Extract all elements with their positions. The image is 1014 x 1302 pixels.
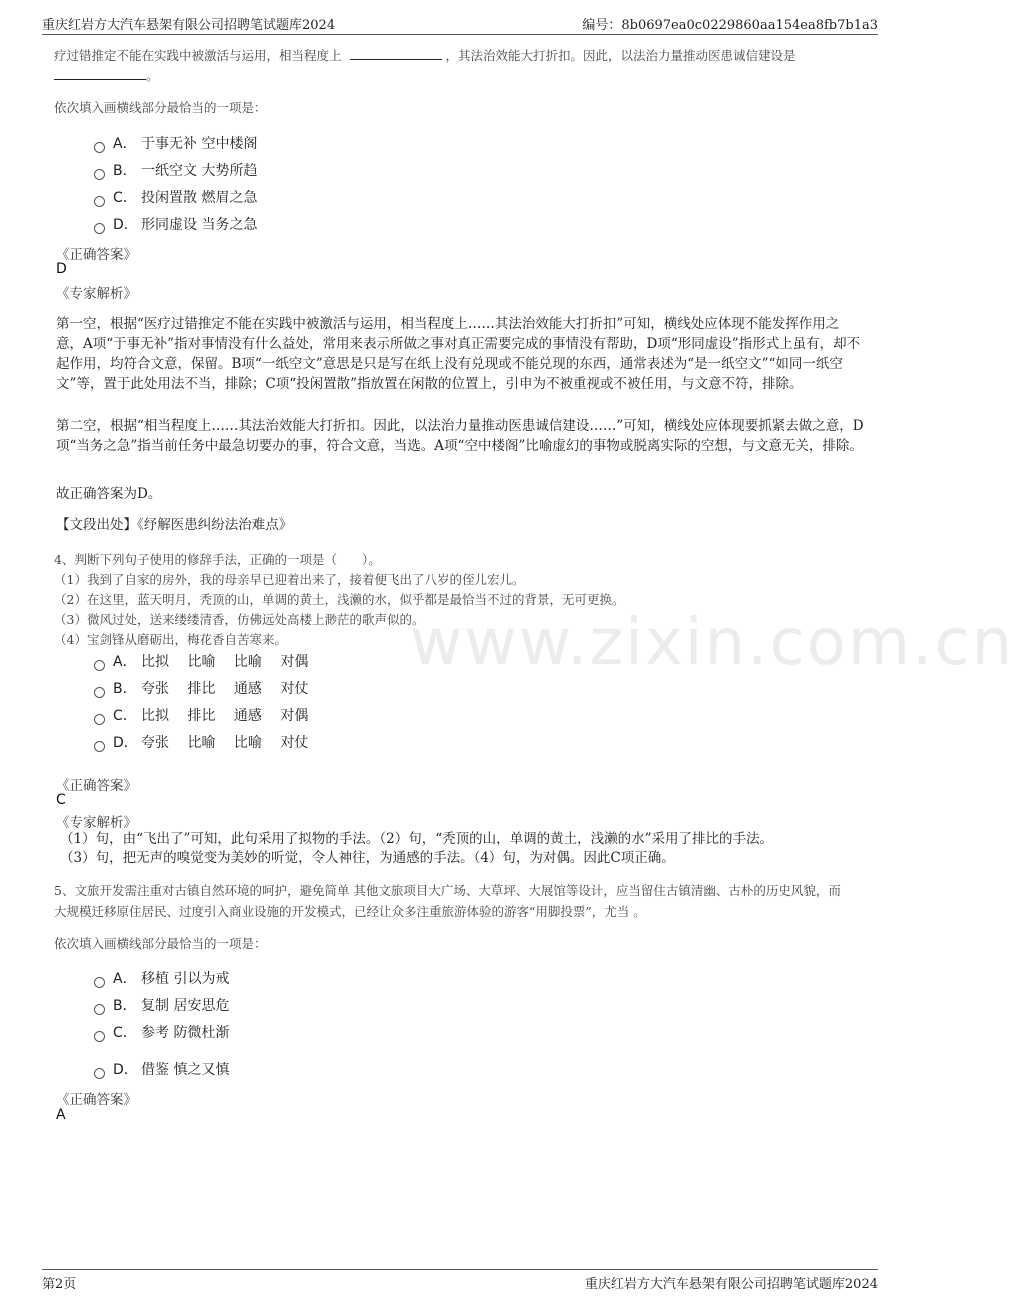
option-letter: B． — [113, 681, 137, 697]
q4-item-3: （3）微风过处，送来缕缕清香，仿佛远处高楼上渺茫的歌声似的。 — [54, 612, 425, 627]
q3-analysis-label: 《专家解析》 — [56, 286, 137, 302]
q3-option-d[interactable] — [94, 214, 257, 234]
q3-stem-end: 。 — [146, 68, 159, 83]
q3-stem — [54, 46, 874, 66]
q4-option-a[interactable] — [94, 651, 308, 671]
radio-icon[interactable] — [94, 714, 105, 725]
option-letter: D． — [113, 1062, 138, 1078]
q4-answer-label: 《正确答案》 — [56, 778, 137, 794]
q5-stem-line-2: 大规模迁移原住居民、过度引入商业设施的开发模式，已经让众多注重旅游体验的游客“用脚投票”，尤当 。 — [54, 904, 646, 919]
option-text: 投闲置散 燃眉之急 — [141, 190, 258, 206]
radio-icon[interactable] — [94, 169, 105, 180]
option-letter: B． — [113, 998, 137, 1014]
q4-analysis-line-2: （3）句，把无声的嗅觉变为美妙的听觉，令人神往，为通感的手法。（4）句，为对偶。因此C项正确。 — [60, 850, 675, 866]
option-text: 夸张 排比 通感 对仗 — [141, 681, 309, 697]
option-text: 复制 居安思危 — [141, 998, 230, 1014]
option-letter: D． — [113, 735, 138, 751]
option-text: 借鉴 慎之又慎 — [141, 1062, 230, 1078]
q3-instruction: 依次填入画横线部分最恰当的一项是： — [54, 100, 267, 115]
radio-icon[interactable] — [94, 1004, 105, 1015]
q3-answer-label: 《正确答案》 — [56, 247, 137, 263]
q3-stem-line2 — [54, 66, 159, 86]
q4-item-1: （1）我到了自家的房外，我的母亲早已迎着出来了，接着便飞出了八岁的侄儿宏儿。 — [54, 572, 525, 587]
option-text: 移植 引以为戒 — [141, 971, 230, 987]
option-letter: C． — [113, 1025, 137, 1041]
q4-item-4: （4）宝剑锋从磨砺出，梅花香自苦寒来。 — [54, 632, 287, 647]
option-letter: C． — [113, 190, 137, 206]
q4-option-c[interactable] — [94, 705, 308, 725]
q5-answer: A — [56, 1107, 66, 1123]
radio-icon[interactable] — [94, 977, 105, 988]
watermark: www.zixin.com.cn — [410, 606, 1014, 680]
option-letter: D． — [113, 217, 138, 233]
option-letter: B． — [113, 163, 137, 179]
q3-source: 【文段出处】《纾解医患纠纷法治难点》 — [56, 517, 293, 533]
radio-icon[interactable] — [94, 223, 105, 234]
q4-item-2: （2）在这里，蓝天明月，秃顶的山，单调的黄土，浅濑的水，似乎都是最恰当不过的背景，无可更换。 — [54, 592, 625, 607]
q3-blank-2 — [54, 79, 146, 80]
q4-option-b[interactable] — [94, 678, 308, 698]
option-letter: C． — [113, 708, 137, 724]
q5-stem-line-1: 5、文旅开发需注重对古镇自然环境的呵护，避免简单 其他文旅项目大广场、大草坪、大展馆等设计，应当留住古镇清幽、古朴的历史风貌，而 — [54, 883, 841, 898]
q4-analysis-line-1: （1）句，由“飞出了”可知，此句采用了拟物的手法。（2）句，“秃顶的山，单调的黄土，浅濑的水”采用了排比的手法。 — [60, 831, 774, 847]
option-letter: A． — [113, 971, 137, 987]
page-number: 第2页 — [42, 1277, 77, 1292]
option-letter: A． — [113, 654, 137, 670]
q3-answer: D — [56, 261, 67, 277]
footer-title: 重庆红岩方大汽车悬架有限公司招聘笔试题库2024 — [584, 1277, 878, 1292]
option-text: 比拟 比喻 比喻 对偶 — [141, 654, 309, 670]
q3-option-c[interactable] — [94, 187, 257, 207]
q4-analysis-label: 《专家解析》 — [56, 815, 137, 831]
option-text: 夸张 比喻 比喻 对仗 — [141, 735, 309, 751]
radio-icon[interactable] — [94, 196, 105, 207]
radio-icon[interactable] — [94, 741, 105, 752]
radio-icon[interactable] — [94, 142, 105, 153]
option-text: 比拟 排比 通感 对偶 — [141, 708, 309, 724]
q5-option-c[interactable] — [94, 1022, 229, 1042]
q3-blank-1 — [350, 59, 442, 60]
q5-option-b[interactable] — [94, 995, 229, 1015]
document-id: 编号：8b0697ea0c0229860aa154ea8fb7b1a3 — [582, 18, 878, 33]
q4-stem: 4、判断下列句子使用的修辞手法，正确的一项是（ ）。 — [54, 552, 381, 567]
q3-option-b[interactable] — [94, 160, 257, 180]
header-rule — [42, 34, 878, 35]
option-text: 参考 防微杜渐 — [141, 1025, 230, 1041]
radio-icon[interactable] — [94, 660, 105, 671]
radio-icon[interactable] — [94, 1068, 105, 1079]
q3-analysis-para-2: 第二空，根据“相当程度上……其法治效能大打折扣。因此，以法治力量推动医患诚信建设……”可知，横线处应体现要抓紧去做之意，D项“当务之急”指当前任务中最急切要办的事，符合文意，当选。A项“空中楼阁”比喻虚幻的事物或脱离实际的空想，与文意无关，排除。 — [56, 418, 864, 454]
q5-option-d[interactable] — [94, 1059, 229, 1079]
q3-analysis-para-1: 第一空，根据“医疗过错推定不能在实践中被激活与运用，相当程度上……其法治效能大打折扣”可知，横线处应体现不能发挥作用之意，A项“于事无补”指对事情没有什么益处，常用来表示所做之事对真正需要完成的事情没有帮助，D项“形同虚设”指形式上虽有，却不起作用，均符合文意，保留。B项“一纸空文”意思是只是写在纸上没有兑现或不能兑现的东西，通常表述为“是一纸空文”“如同一纸空文”等，置于此处用法不当，排除；C项“投闲置散”指放置在闲散的位置上，引申为不被重视或不被任用，与文意不符，排除。 — [56, 316, 861, 392]
q3-option-a[interactable] — [94, 133, 257, 153]
option-text: 一纸空文 大势所趋 — [141, 163, 258, 179]
q5-instruction: 依次填入画横线部分最恰当的一项是： — [54, 936, 267, 951]
q3-analysis-conclusion: 故正确答案为D。 — [56, 486, 162, 502]
q4-answer: C — [56, 792, 66, 808]
radio-icon[interactable] — [94, 687, 105, 698]
q3-stem-part2: ，其法治效能大打折扣。因此，以法治力量推动医患诚信建设是 — [445, 48, 796, 63]
header-title: 重庆红岩方大汽车悬架有限公司招聘笔试题库2024 — [42, 18, 336, 33]
option-text: 形同虚设 当务之急 — [141, 217, 258, 233]
q4-option-d[interactable] — [94, 732, 308, 752]
option-text: 于事无补 空中楼阁 — [141, 136, 258, 152]
q3-stem-part1: 疗过错推定不能在实践中被激活与运用，相当程度上 — [54, 48, 342, 63]
footer-rule — [42, 1269, 878, 1270]
q5-answer-label: 《正确答案》 — [56, 1092, 137, 1108]
radio-icon[interactable] — [94, 1031, 105, 1042]
option-letter: A． — [113, 136, 137, 152]
q5-option-a[interactable] — [94, 968, 229, 988]
